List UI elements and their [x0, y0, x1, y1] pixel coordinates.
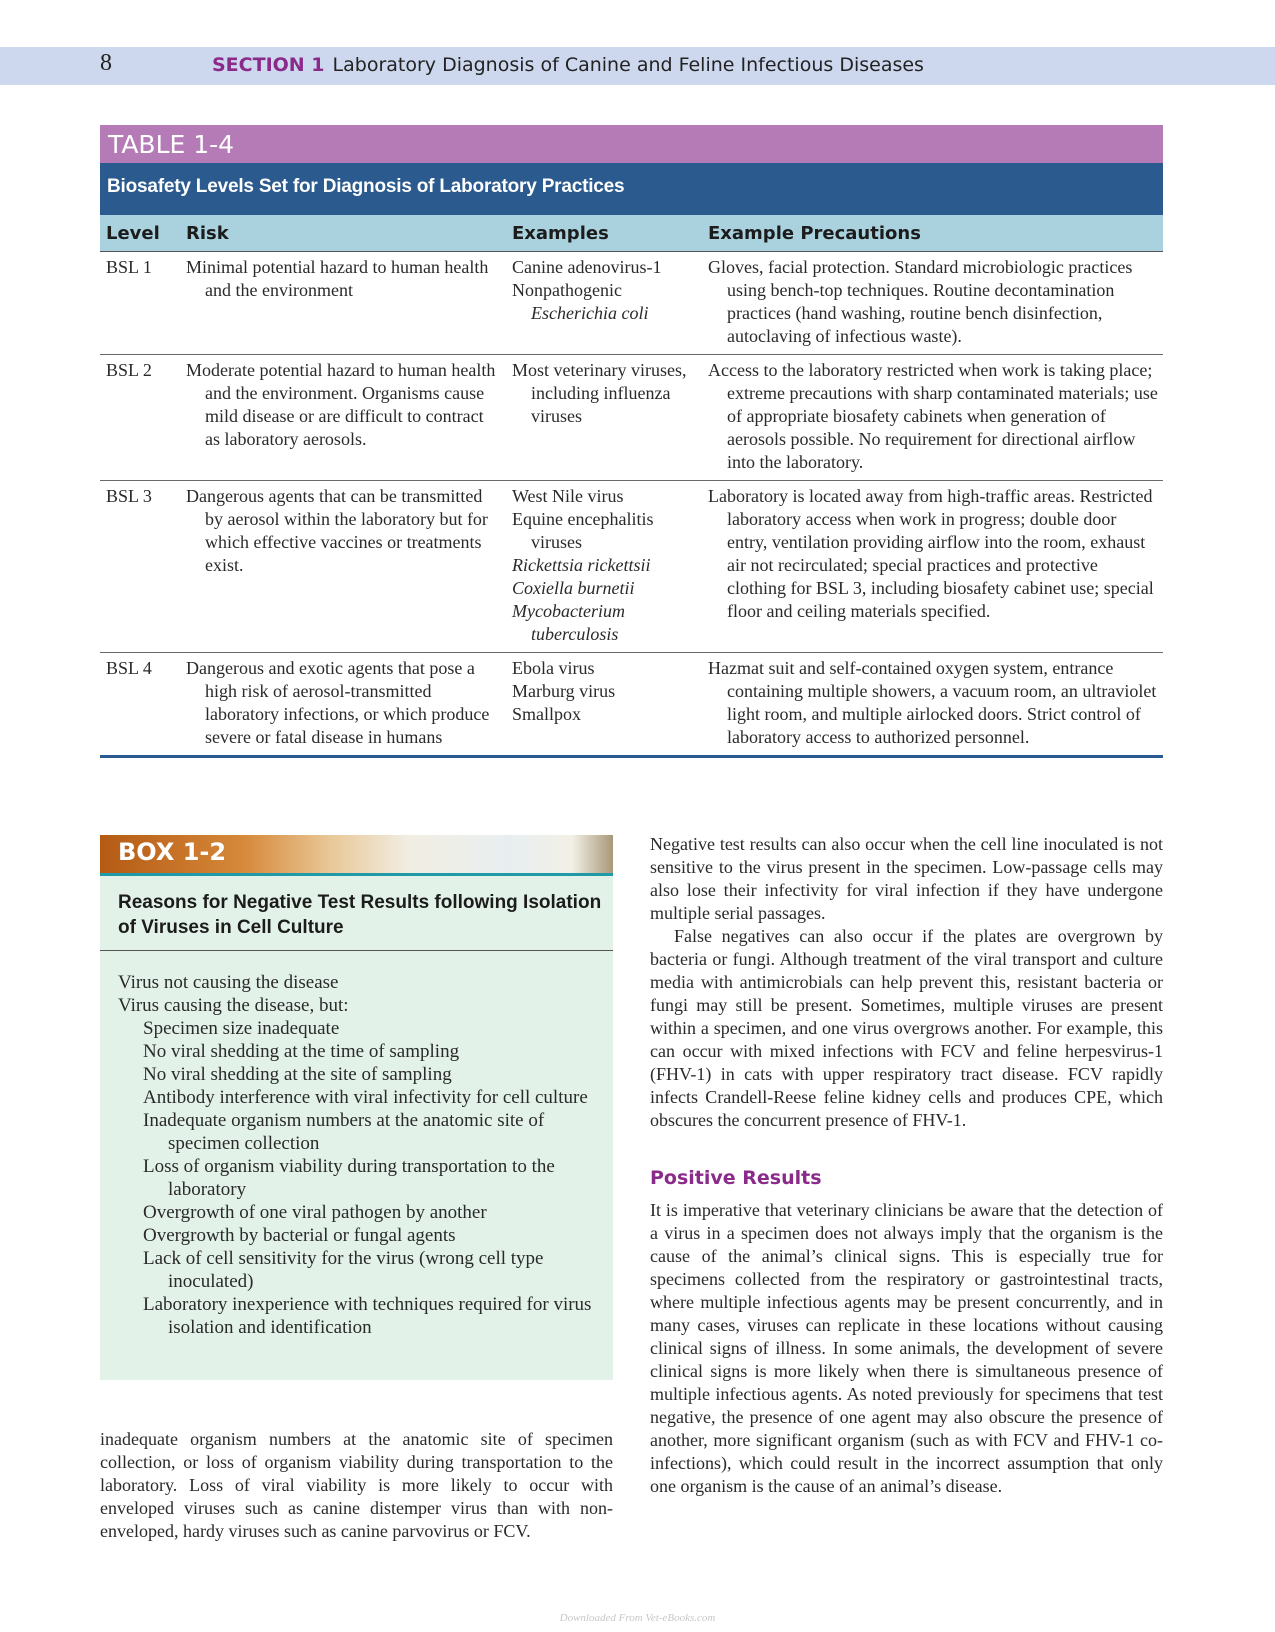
- section-label: SECTION 1: [212, 54, 325, 76]
- list-subitem: Overgrowth by bacterial or fungal agents: [143, 1225, 456, 1246]
- list-subitem: Specimen size inadequate: [143, 1018, 340, 1039]
- table-label: TABLE 1-4: [100, 125, 1163, 163]
- list-subitem: Inadequate organism numbers at the anatomic site of specimen collection: [143, 1110, 545, 1154]
- examples-cell: West Nile virus Equine encephalitis viruses Rickettsia rickettsii Coxiella burnetii Mycobacterium tuberculosis: [506, 481, 702, 653]
- positive-results-paragraph: It is imperative that veterinary clinicians be aware that the detection of a virus in a specimen does not always imply that the organism is the cause of the animal’s clinical signs. This is especially true for specimens collected from the respiratory or gastrointestinal tracts, where multiple infectious agents may be present concurrently, and in many cases, viruses can replicate in these locations without causing clinical signs of illness. In some animals, the development of severe clinical signs is more likely when there is simultaneous presence of multiple infectious agents. As noted previously for specimens that test negative, the presence of one agent may also obscure the presence of another, more significant organism (such as with FCV and FHV-1 co-infections), which could result in the incorrect assumption that only one organism is the cause of an animal’s disease.: [650, 1200, 1163, 1496]
- running-header: [0, 47, 1275, 85]
- list-item: Virus causing the disease, but:: [118, 995, 349, 1016]
- section-heading: [212, 54, 924, 76]
- list-subitem: Loss of organism viability during transportation to the laboratory: [143, 1156, 555, 1200]
- box-title: Reasons for Negative Test Results following Isolation of Viruses in Cell Culture: [100, 876, 613, 951]
- table-header-row: [100, 215, 1163, 252]
- level-cell: BSL 2: [100, 355, 180, 481]
- table-row: [100, 481, 1163, 653]
- column-header-risk: Risk: [180, 215, 506, 252]
- precautions-cell: Access to the laboratory restricted when work is taking place; extreme precautions with sharp contaminated materials; use of appropriate biosafety cabinets when generation of aerosols possible. No requirement for directional airflow into the laboratory.: [702, 355, 1163, 481]
- section-title: Laboratory Diagnosis of Canine and Feline Infectious Diseases: [332, 54, 924, 76]
- risk-cell: Dangerous agents that can be transmitted by aerosol within the laboratory but for which effective vaccines or treatments exist.: [180, 481, 506, 653]
- box-label: BOX 1-2: [118, 838, 227, 866]
- left-body-paragraph: inadequate organism numbers at the anatomic site of specimen collection, or loss of organism viability during transportation to the laboratory. Loss of viral viability is more likely to occur with enveloped viruses such as canine distemper virus than with non-enveloped, hardy viruses such as canine parvovirus or FCV.: [100, 1429, 613, 1541]
- level-cell: BSL 4: [100, 653, 180, 757]
- list-subitem: Overgrowth of one viral pathogen by another: [143, 1202, 487, 1223]
- risk-cell: Dangerous and exotic agents that pose a high risk of aerosol-transmitted laboratory infections, or which produce severe or fatal disease in humans: [180, 653, 506, 757]
- right-body-paragraphs: [650, 833, 1163, 1132]
- page-number: 8: [100, 50, 112, 76]
- box-negative-results: [100, 835, 613, 1380]
- list-item: Virus not causing the disease: [118, 972, 339, 993]
- bsl-table: [100, 215, 1163, 758]
- risk-cell: Minimal potential hazard to human health and the environment: [180, 252, 506, 355]
- precautions-cell: Gloves, facial protection. Standard microbiologic practices using bench-top techniques. Routine decontamination practices (hand washing, routine bench disinfection, autoclaving of infectious waste).: [702, 252, 1163, 355]
- column-header-level: Level: [100, 215, 180, 252]
- body-paragraph: False negatives can also occur if the plates are overgrown by bacteria or fungi. Although treatment of the viral transport and culture media with antimicrobials can help prevent this, resistant bacteria or fungi may still be present. Sometimes, multiple viruses are present within a specimen, and one virus overgrows another. For example, this can occur with mixed infections with FCV and feline herpesvirus-1 (FHV-1) in cats with upper respiratory tract disease. FCV rapidly infects Crandell-Reese feline kidney cells and produces CPE, which obscures the concurrent presence of FHV-1.: [650, 926, 1163, 1130]
- positive-results-heading: Positive Results: [650, 1167, 822, 1189]
- list-subitem: Lack of cell sensitivity for the virus (wrong cell type inoculated): [143, 1248, 544, 1292]
- body-paragraph: Negative test results can also occur when the cell line inoculated is not sensitive to the virus present in the specimen. Low-passage cells may also lose their infectivity for viral infection if they have undergone multiple serial passages.: [650, 834, 1163, 923]
- footer-watermark: Downloaded From Vet-eBooks.com: [559, 1612, 716, 1624]
- examples-cell: Most veterinary viruses, including influenza viruses: [506, 355, 702, 481]
- examples-cell: Canine adenovirus-1 Nonpathogenic Escherichia coli: [506, 252, 702, 355]
- box-list: [100, 951, 613, 1339]
- level-cell: BSL 3: [100, 481, 180, 653]
- level-cell: BSL 1: [100, 252, 180, 355]
- table-row: [100, 653, 1163, 757]
- table-row: [100, 252, 1163, 355]
- biosafety-table: [100, 125, 1163, 758]
- list-subitem: No viral shedding at the site of sampling: [143, 1064, 452, 1085]
- examples-cell: Ebola virus Marburg virus Smallpox: [506, 653, 702, 757]
- list-subitem: No viral shedding at the time of sampling: [143, 1041, 460, 1062]
- precautions-cell: Hazmat suit and self-contained oxygen system, entrance containing multiple showers, a vacuum room, an ultraviolet light room, and multiple airlocked doors. Strict control of laboratory access to authorized personnel.: [702, 653, 1163, 757]
- risk-cell: Moderate potential hazard to human health and the environment. Organisms cause mild disease or are difficult to contract as laboratory aerosols.: [180, 355, 506, 481]
- column-header-examples: Examples: [506, 215, 702, 252]
- list-subitem: Laboratory inexperience with techniques required for virus isolation and identification: [143, 1294, 592, 1338]
- table-title: Biosafety Levels Set for Diagnosis of Laboratory Practices: [100, 163, 1163, 215]
- list-subitem: Antibody interference with viral infectivity for cell culture: [143, 1087, 588, 1108]
- precautions-cell: Laboratory is located away from high-traffic areas. Restricted laboratory access when work in progress; double door entry, ventilation providing airflow into the room, exhaust air not recirculated; special practices and protective clothing for BSL 3, including biosafety cabinet use; special floor and ceiling materials specified.: [702, 481, 1163, 653]
- column-header-precautions: Example Precautions: [702, 215, 1163, 252]
- box-header: [100, 835, 613, 876]
- table-row: [100, 355, 1163, 481]
